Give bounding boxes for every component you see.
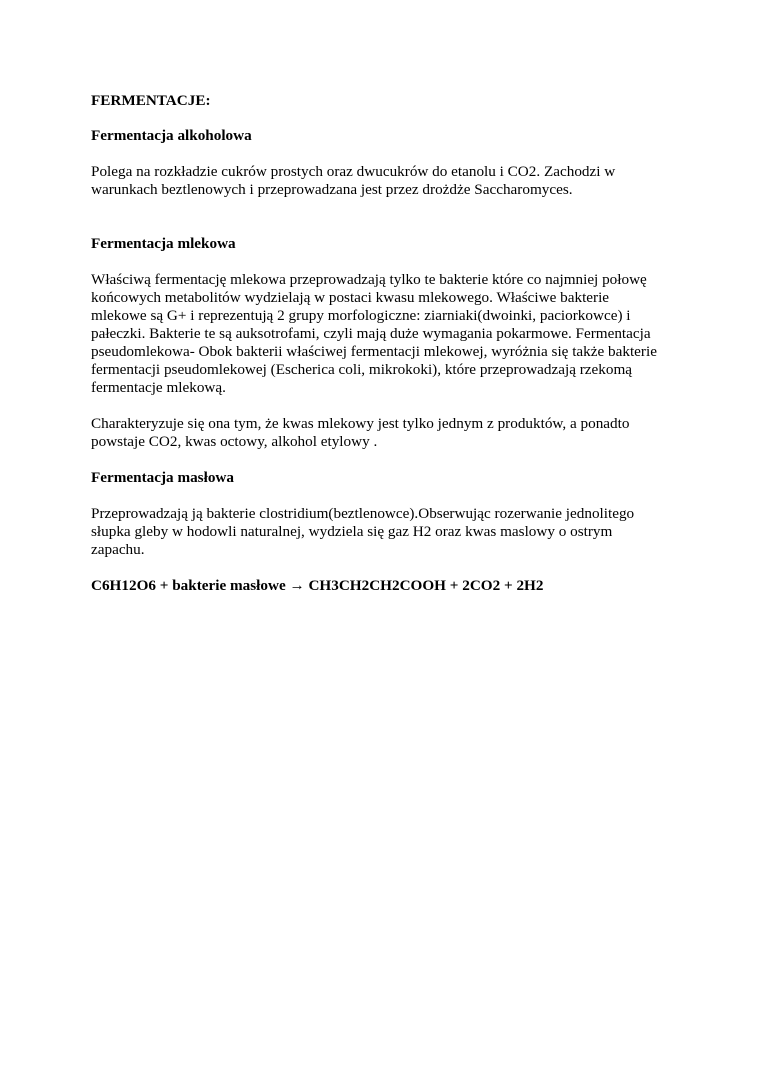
document-title: FERMENTACJE: bbox=[91, 92, 211, 109]
section-heading-alcoholic: Fermentacja alkoholowa bbox=[91, 127, 252, 144]
paragraph-line: Przeprowadzają ją bakterie clostridium(beztlenowce).Obserwując rozerwanie jednolitego bbox=[91, 505, 635, 522]
paragraph-line: Charakteryzuje się ona tym, że kwas mlekowy jest tylko jednym z produktów, a ponadto bbox=[91, 415, 630, 432]
paragraph-line: fermentacje mlekową. bbox=[91, 379, 226, 396]
paragraph-line: mlekowe są G+ i reprezentują 2 grupy morfologiczne: ziarniaki(dwoinki, paciorkowce) i bbox=[91, 307, 631, 324]
paragraph-alcoholic bbox=[91, 163, 681, 199]
paragraph-line: zapachu. bbox=[91, 541, 145, 558]
reaction-equation: C6H12O6 + bakterie masłowe → CH3CH2CH2COOH + 2CO2 + 2H2 bbox=[91, 577, 544, 594]
section-heading-lactic: Fermentacja mlekowa bbox=[91, 235, 236, 252]
paragraph-line: Polega na rozkładzie cukrów prostych oraz dwucukrów do etanolu i CO2. Zachodzi w bbox=[91, 163, 616, 180]
paragraph-line: końcowych metabolitów wydzielają w postaci kwasu mlekowego. Właściwe bakterie bbox=[91, 289, 610, 306]
paragraph-line: Właściwą fermentację mlekowa przeprowadzają tylko te bakterie które co najmniej połowę bbox=[91, 271, 647, 288]
paragraph-line: fermentacji pseudomlekowej (Escherica coli, mikrokoki), które przeprowadzają rzekomą bbox=[91, 361, 633, 378]
paragraph-butyric bbox=[91, 505, 681, 559]
paragraph-lactic-2 bbox=[91, 415, 681, 451]
paragraph-line: słupka gleby w hodowli naturalnej, wydziela się gaz H2 oraz kwas maslowy o ostrym bbox=[91, 523, 613, 540]
paragraph-line: pseudomlekowa- Obok bakterii właściwej fermentacji mlekowej, wyróżnia się także bakterie bbox=[91, 343, 657, 360]
paragraph-lactic-1 bbox=[91, 271, 681, 397]
section-heading-butyric: Fermentacja masłowa bbox=[91, 469, 234, 486]
paragraph-line: pałeczki. Bakterie te są auksotrofami, czyli mają duże wymagania pokarmowe. Fermentacja bbox=[91, 325, 651, 342]
document-page bbox=[91, 92, 681, 595]
paragraph-line: warunkach beztlenowych i przeprowadzana jest przez drożdże Saccharomyces. bbox=[91, 181, 573, 198]
paragraph-line: powstaje CO2, kwas octowy, alkohol etylowy . bbox=[91, 433, 378, 450]
